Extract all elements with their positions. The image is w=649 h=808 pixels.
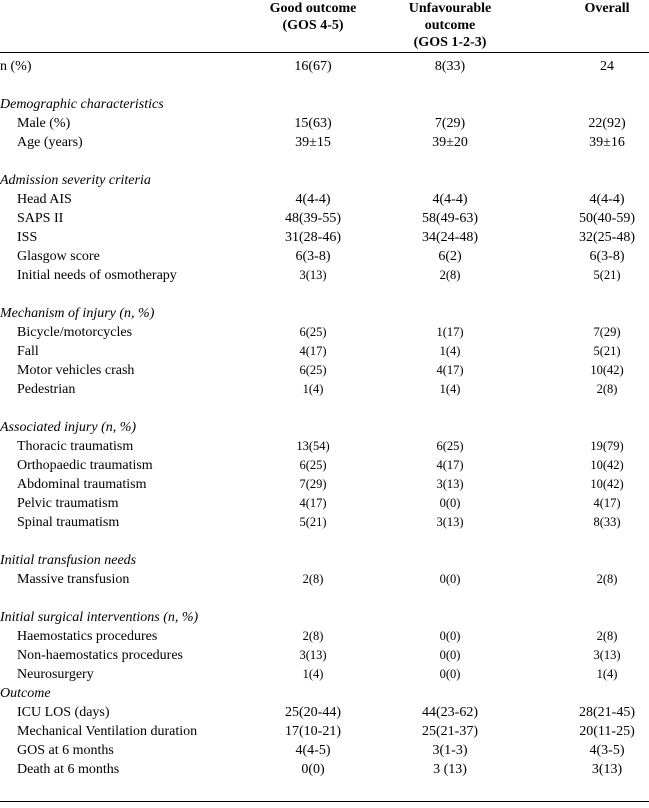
cell-unfavourable-outcome: 34(24-48): [422, 230, 478, 245]
cell-unfavourable-outcome: 58(49-63): [422, 211, 478, 226]
row-label: Glasgow score: [17, 249, 100, 264]
header-rule: [0, 52, 649, 53]
table-row: [0, 228, 649, 247]
table-row: [0, 342, 649, 361]
table-row: [0, 209, 649, 228]
cell-overall: 24: [600, 59, 614, 74]
cell-good-outcome: 25(20-44): [285, 705, 341, 720]
cell-overall: 19(79): [590, 439, 624, 453]
row-label: Orthopaedic traumatism: [17, 458, 153, 473]
table-row: [0, 741, 649, 760]
row-spacer: [0, 589, 649, 608]
cell-overall: 10(42): [590, 477, 624, 491]
row-label: Age (years): [17, 135, 83, 150]
cell-good-outcome: 3(13): [299, 268, 327, 282]
cell-overall: 4(3-5): [589, 743, 625, 758]
table-row: [0, 361, 649, 380]
table-header: [0, 0, 649, 52]
row-label: Spinal traumatism: [17, 515, 120, 530]
section-heading: Mechanism of injury (n, %): [0, 306, 155, 321]
section-heading-row: [0, 418, 649, 437]
cell-good-outcome: 15(63): [294, 116, 332, 131]
section-heading: Associated injury (n, %): [0, 420, 137, 435]
table-row: [0, 570, 649, 589]
cell-good-outcome: 2(8): [302, 572, 324, 586]
cell-overall: 2(8): [596, 572, 618, 586]
cell-unfavourable-outcome: 44(23-62): [422, 705, 478, 720]
row-spacer: [0, 532, 649, 551]
section-heading-row: [0, 551, 649, 570]
row-label: Fall: [17, 344, 39, 359]
row-label: ICU LOS (days): [17, 705, 110, 720]
cell-unfavourable-outcome: 6(25): [436, 439, 464, 453]
cell-unfavourable-outcome: 3 (13): [433, 762, 467, 777]
row-label: Bicycle/motorcycles: [17, 325, 133, 340]
cell-overall: 50(40-59): [579, 211, 635, 226]
cell-good-outcome: 3(13): [299, 648, 327, 662]
cell-overall: 32(25-48): [579, 230, 635, 245]
row-label: Head AIS: [17, 192, 72, 207]
cell-overall: 28(21-45): [579, 705, 635, 720]
row-label: Pelvic traumatism: [17, 496, 119, 511]
table-row: [0, 494, 649, 513]
cell-good-outcome: 48(39-55): [285, 211, 341, 226]
section-heading-row: [0, 684, 649, 703]
cell-good-outcome: 16(67): [294, 59, 332, 74]
cell-unfavourable-outcome: 2(8): [439, 268, 461, 282]
cell-overall: 2(8): [596, 629, 618, 643]
cell-good-outcome: 17(10-21): [285, 724, 341, 739]
cell-unfavourable-outcome: 8(33): [434, 59, 466, 74]
table-row: [0, 627, 649, 646]
row-label: Abdominal traumatism: [17, 477, 147, 492]
cell-unfavourable-outcome: 1(17): [436, 325, 464, 339]
table-row: [0, 247, 649, 266]
row-spacer: [0, 76, 649, 95]
cell-overall: 2(8): [596, 382, 618, 396]
cell-good-outcome: 6(25): [299, 363, 327, 377]
row-label: n (%): [0, 59, 32, 74]
cell-overall: 5(21): [593, 268, 621, 282]
cell-good-outcome: 4(17): [299, 344, 327, 358]
cell-unfavourable-outcome: 4(17): [436, 363, 464, 377]
bottom-rule: [0, 801, 649, 802]
cell-unfavourable-outcome: 0(0): [439, 629, 461, 643]
cell-unfavourable-outcome: 4(17): [436, 458, 464, 472]
table-body: [0, 57, 649, 779]
cell-good-outcome: 0(0): [301, 762, 325, 777]
cell-good-outcome: 7(29): [299, 477, 327, 491]
column-header-good-outcome: Good outcome (GOS 4-5): [269, 1, 357, 33]
section-heading: Initial transfusion needs: [0, 553, 137, 568]
cell-good-outcome: 1(4): [302, 382, 324, 396]
section-heading: Initial surgical interventions (n, %): [0, 610, 199, 625]
cell-overall: 4(17): [593, 496, 621, 510]
cell-unfavourable-outcome: 3(1-3): [432, 743, 468, 758]
cell-unfavourable-outcome: 0(0): [439, 572, 461, 586]
section-heading: Demographic characteristics: [0, 97, 164, 112]
row-label: Haemostatics procedures: [17, 629, 158, 644]
cell-overall: 5(21): [593, 344, 621, 358]
section-heading: Outcome: [0, 686, 51, 701]
section-heading: Admission severity criteria: [0, 173, 151, 188]
cell-unfavourable-outcome: 3(13): [436, 477, 464, 491]
row-label: Thoracic traumatism: [17, 439, 134, 454]
cell-unfavourable-outcome: 7(29): [434, 116, 466, 131]
cell-good-outcome: 2(8): [302, 629, 324, 643]
cell-unfavourable-outcome: 25(21-37): [422, 724, 478, 739]
cell-overall: 1(4): [596, 667, 618, 681]
row-spacer: [0, 399, 649, 418]
column-header-unfavourable-outcome: Unfavourable outcome (GOS 1-2-3): [408, 1, 492, 50]
cell-unfavourable-outcome: 0(0): [439, 667, 461, 681]
table-row: [0, 703, 649, 722]
row-label: Motor vehicles crash: [17, 363, 135, 378]
cell-overall: 3(13): [591, 762, 623, 777]
table-row: [0, 513, 649, 532]
table-row: [0, 323, 649, 342]
cell-good-outcome: 4(4-4): [295, 192, 331, 207]
cell-overall: 6(3-8): [589, 249, 625, 264]
table-row: [0, 475, 649, 494]
cell-unfavourable-outcome: 1(4): [439, 382, 461, 396]
cell-overall: 20(11-25): [579, 724, 635, 739]
cell-good-outcome: 6(3-8): [295, 249, 331, 264]
table-row: [0, 665, 649, 684]
section-heading-row: [0, 95, 649, 114]
table-row: [0, 437, 649, 456]
column-header-overall: Overall: [584, 1, 630, 16]
cell-unfavourable-outcome: 39±20: [432, 135, 468, 150]
table-row: [0, 266, 649, 285]
row-label: GOS at 6 months: [17, 743, 114, 758]
row-label: Mechanical Ventilation duration: [17, 724, 198, 739]
cell-overall: 7(29): [593, 325, 621, 339]
table-row: [0, 722, 649, 741]
cell-unfavourable-outcome: 0(0): [439, 648, 461, 662]
row-spacer: [0, 285, 649, 304]
cell-good-outcome: 4(4-5): [295, 743, 331, 758]
row-label: SAPS II: [17, 211, 64, 226]
cell-overall: 4(4-4): [589, 192, 625, 207]
cell-overall: 3(13): [593, 648, 621, 662]
row-label: Death at 6 months: [17, 762, 120, 777]
section-heading-row: [0, 608, 649, 627]
cell-unfavourable-outcome: 3(13): [436, 515, 464, 529]
table-row: [0, 646, 649, 665]
table-row: [0, 133, 649, 152]
table-row: [0, 190, 649, 209]
cell-unfavourable-outcome: 0(0): [439, 496, 461, 510]
row-label: Massive transfusion: [17, 572, 130, 587]
row-label: ISS: [17, 230, 38, 245]
table-row: [0, 114, 649, 133]
section-heading-row: [0, 304, 649, 323]
cell-overall: 22(92): [588, 116, 626, 131]
cell-unfavourable-outcome: 6(2): [438, 249, 462, 264]
cell-good-outcome: 6(25): [299, 458, 327, 472]
cell-unfavourable-outcome: 4(4-4): [432, 192, 468, 207]
cell-overall: 8(33): [593, 515, 621, 529]
cell-good-outcome: 1(4): [302, 667, 324, 681]
table-row: [0, 456, 649, 475]
cell-good-outcome: 5(21): [299, 515, 327, 529]
cell-good-outcome: 6(25): [299, 325, 327, 339]
row-spacer: [0, 152, 649, 171]
row-label: Pedestrian: [17, 382, 76, 397]
cell-overall: 10(42): [590, 363, 624, 377]
row-label: Neurosurgery: [17, 667, 94, 682]
row-label: Initial needs of osmotherapy: [17, 268, 177, 283]
cell-good-outcome: 31(28-46): [285, 230, 341, 245]
cell-good-outcome: 39±15: [295, 135, 331, 150]
row-label: Male (%): [17, 116, 71, 131]
table-row: [0, 380, 649, 399]
cell-good-outcome: 4(17): [299, 496, 327, 510]
table-row: [0, 760, 649, 779]
cell-unfavourable-outcome: 1(4): [439, 344, 461, 358]
row-label: Non-haemostatics procedures: [17, 648, 183, 663]
cell-good-outcome: 13(54): [296, 439, 330, 453]
cell-overall: 10(42): [590, 458, 624, 472]
cell-overall: 39±16: [589, 135, 625, 150]
table-row: [0, 57, 649, 76]
section-heading-row: [0, 171, 649, 190]
